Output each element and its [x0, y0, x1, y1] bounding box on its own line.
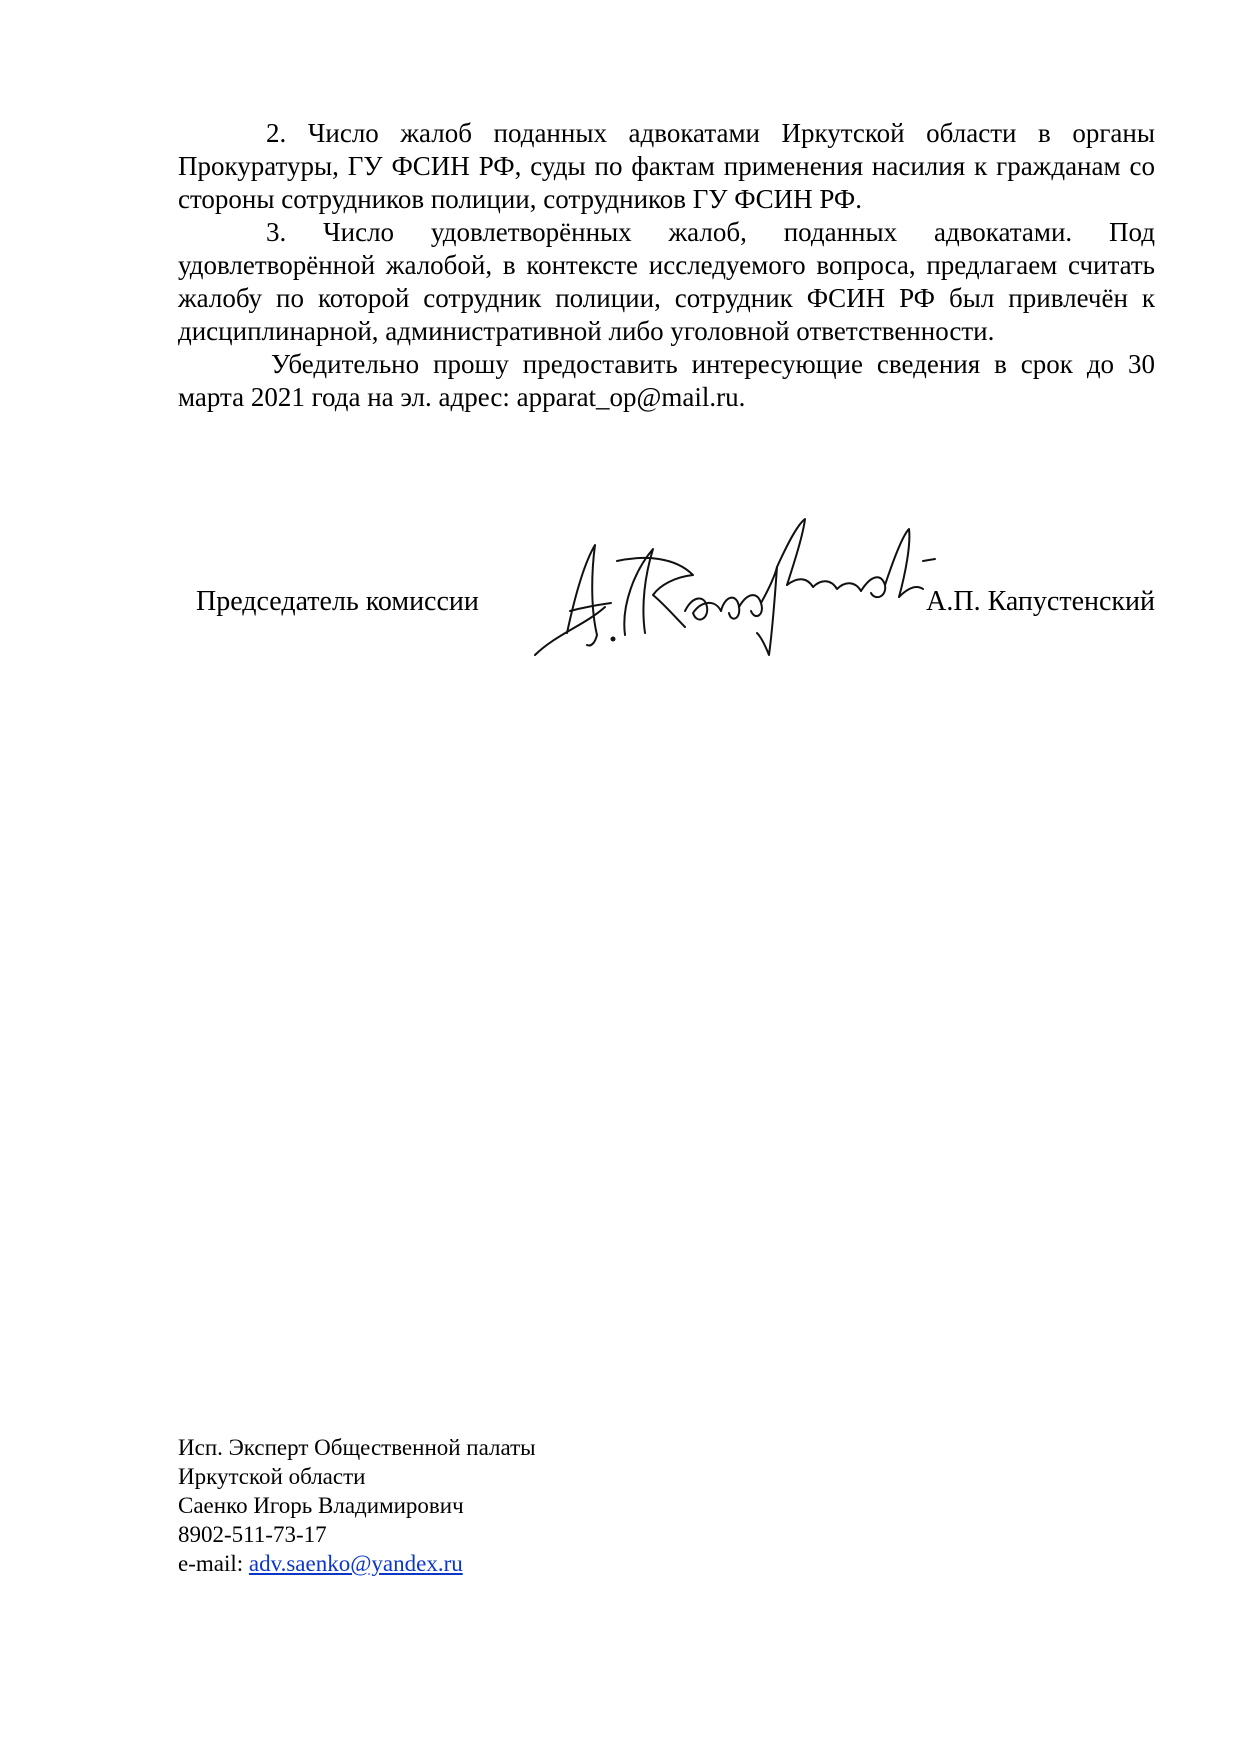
executor-title: Исп. Эксперт Общественной палаты: [178, 1435, 536, 1460]
executor-region: Иркутской области: [178, 1464, 366, 1489]
paragraph-request: Убедительно прошу предоставить интересующие сведения в срок до 30 марта 2021 года на эл. адрес: apparat_op@mail.ru.: [178, 349, 1155, 412]
email-label: e-mail:: [178, 1551, 249, 1576]
executor-info: [178, 1433, 536, 1578]
paragraph-item-3: 3. Число удовлетворённых жалоб, поданных адвокатами. Под удовлетворённой жалобой, в контексте исследуемого вопроса, предлагаем считать жалобу по которой сотрудник полиции, сотрудник ФСИН РФ был привлечён к дисциплинарной, административной либо уголовной ответственности.: [178, 217, 1155, 346]
executor-email-line: [178, 1549, 536, 1578]
letter-body: [178, 117, 1155, 414]
executor-name: Саенко Игорь Владимирович: [178, 1493, 464, 1518]
handwritten-signature-icon: [525, 515, 945, 665]
signer-name: А.П. Капустенский: [926, 586, 1155, 617]
signer-position: Председатель комиссии: [196, 586, 479, 617]
paragraph-item-2: 2. Число жалоб поданных адвокатами Иркутской области в органы Прокуратуры, ГУ ФСИН РФ, суды по фактам применения насилия к гражданам со стороны сотрудников полиции, сотрудников ГУ ФСИН РФ.: [178, 118, 1155, 214]
executor-phone: 8902-511-73-17: [178, 1522, 327, 1547]
email-link[interactable]: adv.saenko@yandex.ru: [248, 1551, 463, 1576]
